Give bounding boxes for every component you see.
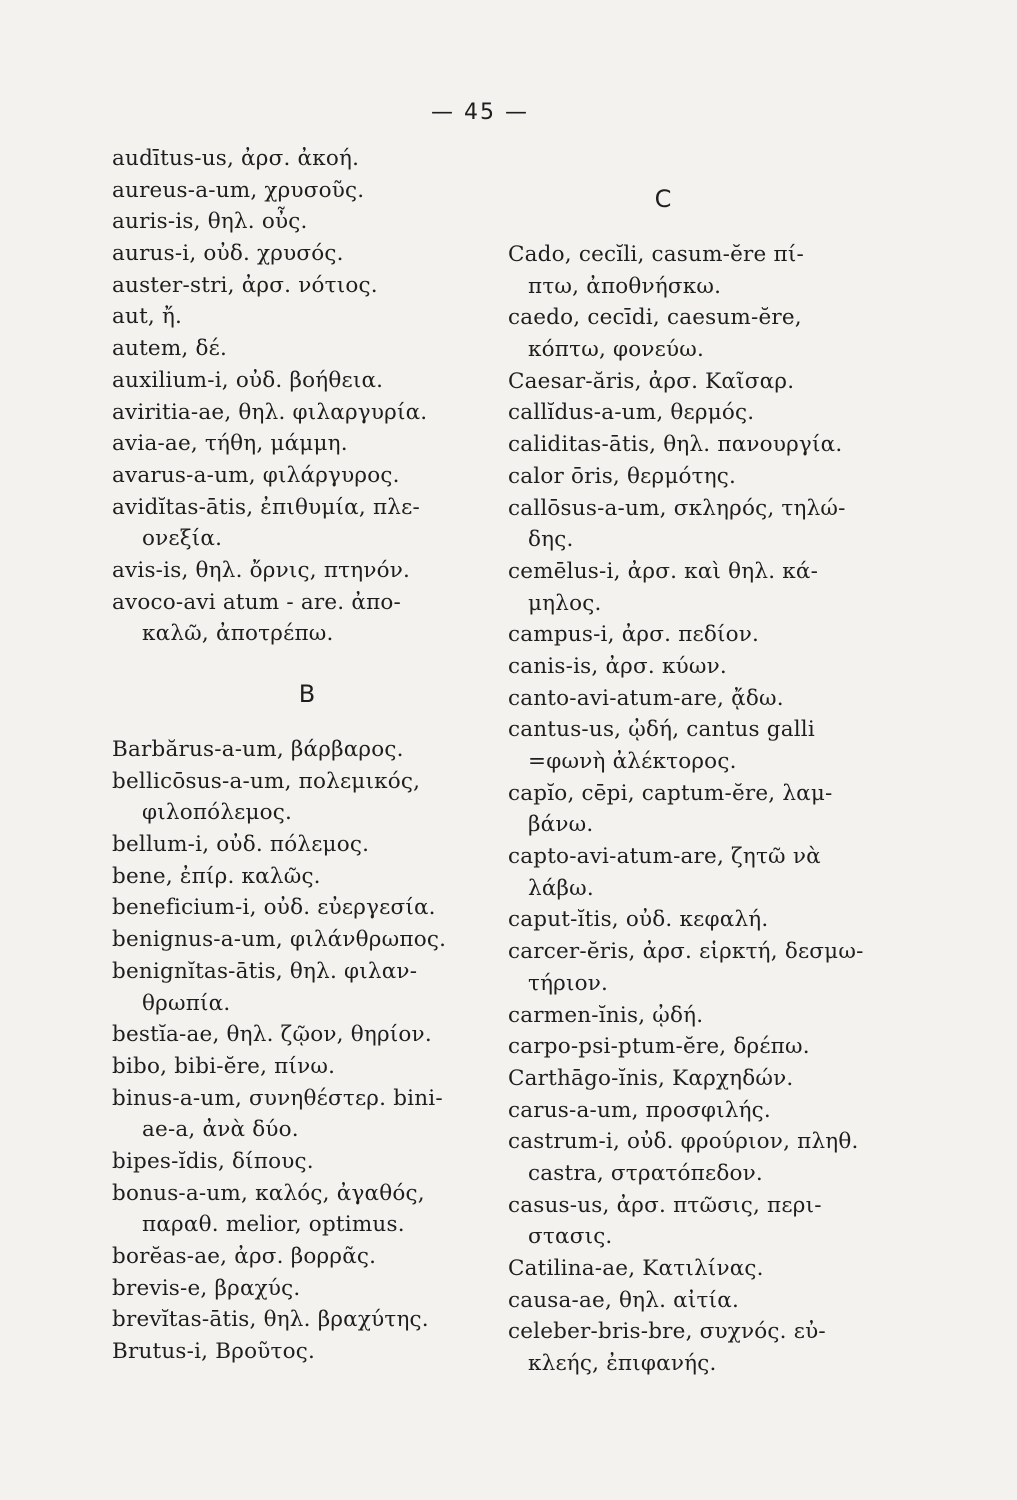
dictionary-entry: auxilium-i, οὐδ. βοήθεια. bbox=[112, 367, 384, 393]
dictionary-entry-continuation: παραθ. melior, optimus. bbox=[142, 1212, 405, 1238]
dictionary-entry: brevis-e, βραχύς. bbox=[112, 1275, 301, 1301]
dictionary-entry: capĭo, cēpi, captum-ĕre, λαμ- bbox=[508, 780, 833, 806]
dictionary-entry-continuation: θρωπία. bbox=[142, 990, 231, 1016]
dictionary-entry: carmen-ĭnis, ᾠδή. bbox=[508, 1002, 704, 1028]
dictionary-entry-continuation: δης. bbox=[528, 527, 574, 553]
dictionary-entry: campus-i, ἀρσ. πεδίον. bbox=[508, 622, 760, 648]
dictionary-entry: canto-avi-atum-are, ᾄδω. bbox=[508, 685, 784, 711]
dictionary-entry: benignus-a-um, φιλάνθρωπος. bbox=[112, 927, 447, 953]
dictionary-entry: celeber-bris-bre, συχνός. εὐ- bbox=[508, 1319, 826, 1345]
dictionary-entry-continuation: καλῶ, ἀποτρέπω. bbox=[142, 621, 334, 647]
dictionary-entry: caliditas-ātis, θηλ. πανουργία. bbox=[508, 432, 843, 458]
dictionary-entry: Barbărus-a-um, βάρβαρος. bbox=[112, 737, 404, 762]
dictionary-entry: callĭdus-a-um, θερμός. bbox=[508, 400, 755, 426]
dictionary-entry-continuation: κόπτω, φονεύω. bbox=[528, 337, 705, 363]
dictionary-entry: canis-is, ἀρσ. κύων. bbox=[508, 653, 727, 679]
dictionary-entry: brevĭtas-ātis, θηλ. βραχύτης. bbox=[112, 1307, 429, 1333]
dictionary-entry: capto-avi-atum-are, ζητῶ νὰ bbox=[508, 844, 821, 870]
dictionary-entry: bellum-i, οὐδ. πόλεμος. bbox=[112, 832, 370, 858]
dictionary-entry: benignĭtas-ātis, θηλ. φιλαν- bbox=[112, 958, 418, 984]
dictionary-entry-continuation: τήριον. bbox=[528, 970, 609, 996]
dictionary-entry: castrum-i, οὐδ. φρούριον, πληθ. bbox=[508, 1129, 859, 1155]
dictionary-entry: binus-a-um, συνηθέστερ. bini- bbox=[112, 1085, 443, 1111]
dictionary-entry-continuation: μηλος. bbox=[528, 590, 602, 616]
dictionary-entry: avarus-a-um, φιλάργυρος. bbox=[112, 462, 400, 488]
dictionary-entry: auris-is, θηλ. οὖς. bbox=[112, 209, 308, 235]
dictionary-entry: Carthāgo-ĭnis, Καρχηδών. bbox=[508, 1065, 794, 1091]
dictionary-entry: avis-is, θηλ. ὄρνις, πτηνόν. bbox=[112, 557, 411, 583]
dictionary-entry: autem, δέ. bbox=[112, 336, 228, 362]
dictionary-entry: calor ōris, θερμότης. bbox=[508, 463, 737, 489]
dictionary-entry-continuation: κλεής, ἐπιφανής. bbox=[528, 1351, 717, 1377]
dictionary-entry: bonus-a-um, καλός, ἀγαθός, bbox=[112, 1180, 425, 1206]
dictionary-entry: cantus-us, ᾠδή, cantus galli bbox=[508, 717, 815, 743]
dictionary-entry-continuation: castra, στρατόπεδον. bbox=[528, 1160, 763, 1186]
left-column bbox=[112, 143, 502, 1368]
dictionary-entry-continuation: =φωνὴ ἀλέκτορος. bbox=[528, 749, 737, 774]
dictionary-entry: bellicōsus-a-um, πολεμικός, bbox=[112, 768, 421, 794]
dictionary-entry: Catilina-ae, Κατιλίνας. bbox=[508, 1256, 764, 1281]
dictionary-entry: carpo-psi-ptum-ĕre, δρέπω. bbox=[508, 1034, 810, 1060]
dictionary-entry: beneficium-i, οὐδ. εὐεργεσία. bbox=[112, 895, 436, 921]
dictionary-entry: aureus-a-um, χρυσοῦς. bbox=[112, 177, 365, 203]
section-heading-c: C bbox=[654, 185, 672, 213]
dictionary-entry: aut, ἤ. bbox=[112, 304, 183, 330]
section-heading-b: B bbox=[298, 680, 316, 708]
dictionary-entry: Cado, cecĭli, casum-ĕre πί- bbox=[508, 242, 804, 267]
dictionary-entry-continuation: στασις. bbox=[528, 1224, 613, 1250]
dictionary-entry: aviritia-ae, θηλ. φιλαργυρία. bbox=[112, 399, 428, 425]
dictionary-entry: avia-ae, τήθη, μάμμη. bbox=[112, 431, 348, 457]
dictionary-entry: casus-us, ἀρσ. πτῶσις, περι- bbox=[508, 1192, 822, 1218]
dictionary-entry: bestĭa-ae, θηλ. ζῷον, θηρίον. bbox=[112, 1022, 432, 1048]
dictionary-entry-continuation: ονεξία. bbox=[142, 526, 223, 552]
dictionary-entry: borĕas-ae, ἀρσ. βορρᾶς. bbox=[112, 1244, 377, 1269]
dictionary-entry: avidĭtas-ātis, ἐπιθυμία, πλε- bbox=[112, 494, 420, 520]
dictionary-entry-continuation: ae-a, ἀνὰ δύο. bbox=[142, 1117, 299, 1143]
right-column bbox=[508, 143, 928, 1380]
dictionary-entry: bipes-ĭdis, δίπους. bbox=[112, 1148, 314, 1174]
dictionary-entry: avoco-avi atum - are. ἀπο- bbox=[112, 589, 402, 615]
dictionary-entry: causa-ae, θηλ. αἰτία. bbox=[508, 1287, 739, 1313]
dictionary-entry: bibo, bibi-ĕre, πίνω. bbox=[112, 1053, 336, 1079]
dictionary-entry-continuation: φιλοπόλεμος. bbox=[142, 800, 293, 826]
dictionary-entry: audītus-us, ἀρσ. ἀκοή. bbox=[112, 146, 360, 171]
dictionary-entry: aurus-i, οὐδ. χρυσός. bbox=[112, 241, 344, 267]
dictionary-entry: caedo, cecīdi, caesum-ĕre, bbox=[508, 305, 802, 331]
dictionary-entry: auster-stri, ἀρσ. νότιος. bbox=[112, 272, 378, 298]
dictionary-entry: carus-a-um, προσφιλής. bbox=[508, 1097, 771, 1123]
dictionary-entry: Caesar-ăris, ἀρσ. Καῖσαρ. bbox=[508, 368, 795, 394]
dictionary-entry: callōsus-a-um, σκληρός, τηλώ- bbox=[508, 495, 846, 521]
dictionary-entry: bene, ἐπίρ. καλῶς. bbox=[112, 863, 321, 889]
dictionary-entry: carcer-ĕris, ἀρσ. εἱρκτή, δεσμω- bbox=[508, 939, 864, 965]
dictionary-entry: caput-ĭtis, οὐδ. κεφαλή. bbox=[508, 907, 769, 933]
dictionary-entry-continuation: λάβω. bbox=[528, 875, 594, 901]
dictionary-entry-continuation: πτω, ἀποθνήσκω. bbox=[528, 273, 722, 299]
dictionary-entry-continuation: βάνω. bbox=[528, 812, 594, 838]
dictionary-entry: Brutus-i, Βροῦτος. bbox=[112, 1339, 316, 1365]
page-number: — 45 — bbox=[431, 100, 529, 125]
dictionary-entry: cemēlus-i, ἀρσ. καὶ θηλ. κά- bbox=[508, 558, 819, 584]
